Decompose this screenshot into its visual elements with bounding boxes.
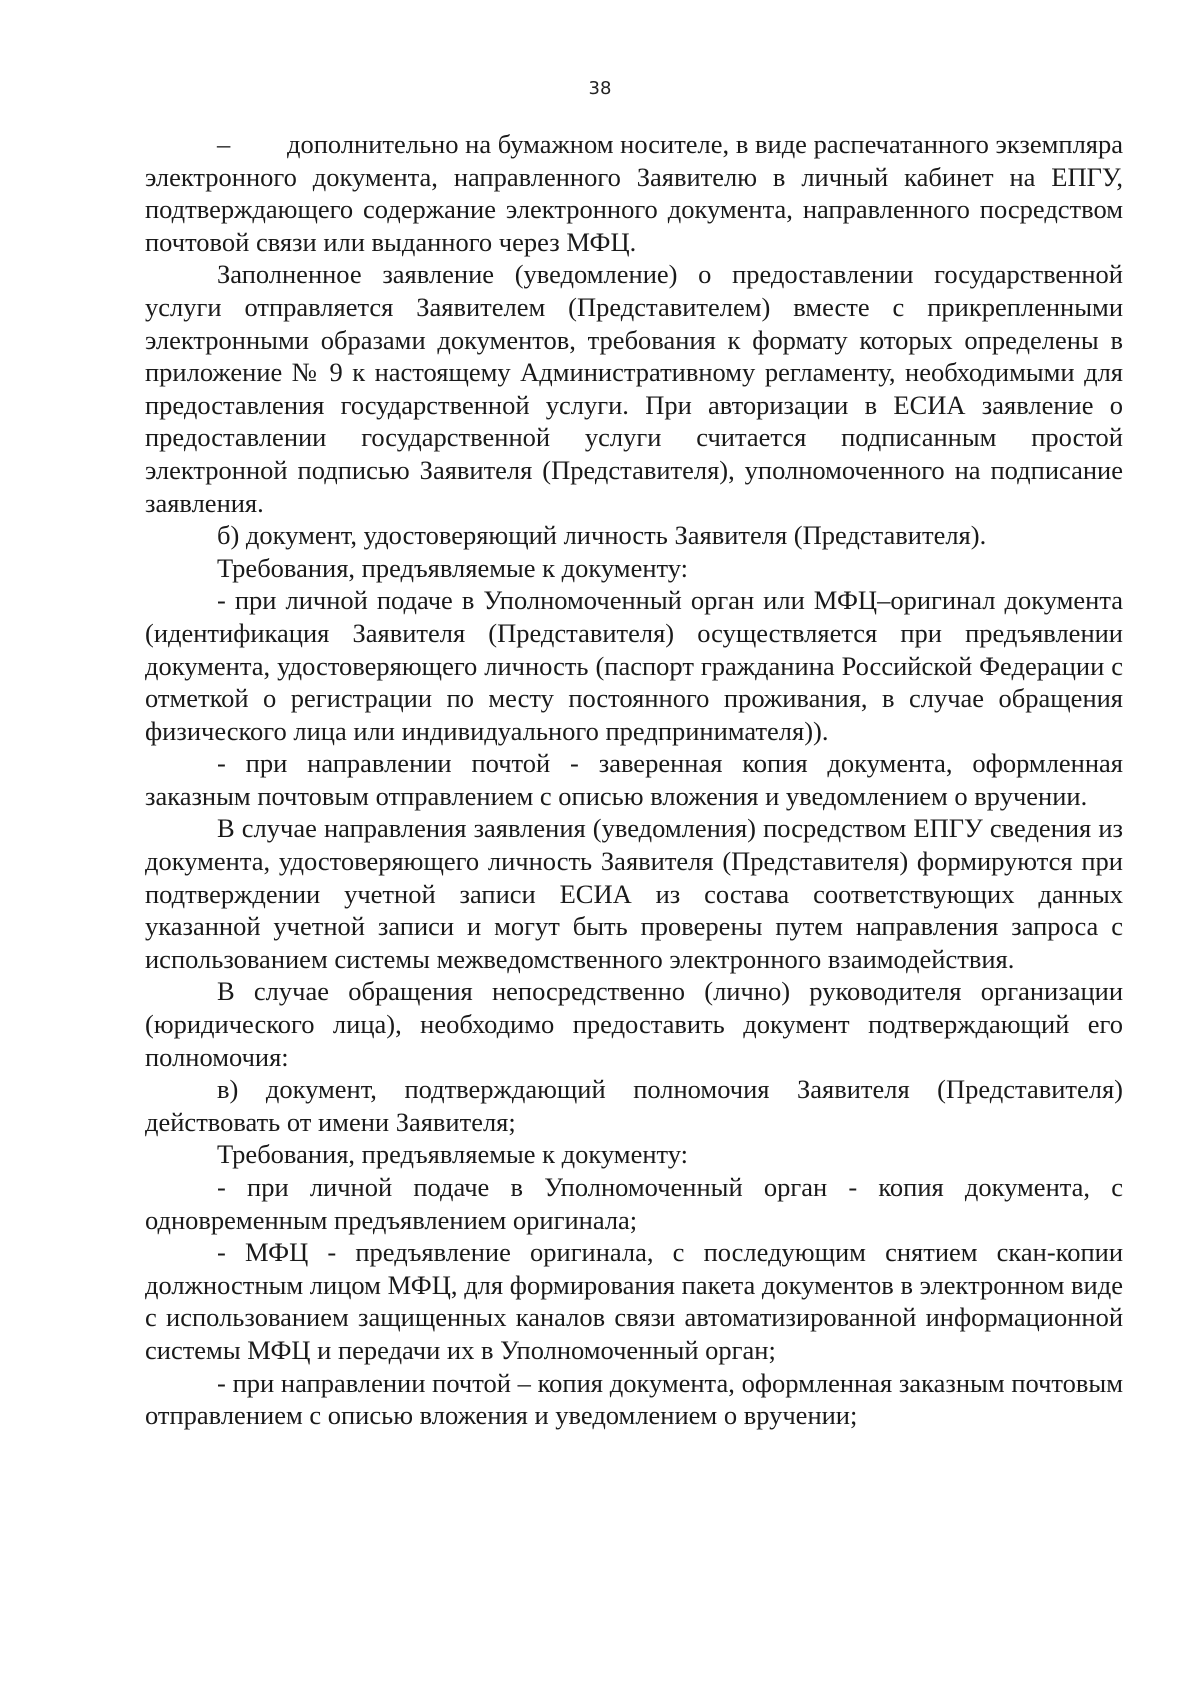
paragraph-epgu-submission: В случае направления заявления (уведомления) посредством ЕПГУ сведения из документа, удостоверяющего личность Заявителя (Представителя) формируются при подтверждении учетной записи ЕСИА из состава соответствующих данных указанной учетной записи и могут быть проверены путем направления запроса с использованием системы межведомственного электронного взаимодействия. — [145, 813, 1123, 974]
paragraph-identity-document: б) документ, удостоверяющий личность Заявителя (Представителя). — [217, 520, 987, 551]
paragraph-requirements-heading: Требования, предъявляемые к документу: — [217, 552, 689, 583]
paragraph-postal-submission: - при направлении почтой - заверенная копия документа, оформленная заказным почтовым отправлением с описью вложения и уведомлением о вручении. — [145, 748, 1123, 811]
paragraph-organization-head: В случае обращения непосредственно (лично) руководителя организации (юридического лица), необходимо предоставить документ подтверждающий его полномочия: — [145, 976, 1123, 1072]
paragraph-personal-copy: - при личной подаче в Уполномоченный орган - копия документа, с одновременным предъявлением оригинала; — [145, 1172, 1123, 1235]
paragraph-postal-copy: - при направлении почтой – копия документа, оформленная заказным почтовым отправлением с описью вложения и уведомлением о вручении; — [145, 1367, 1123, 1431]
paragraph-filled-application: Заполненное заявление (уведомление) о предоставлении государственной услуги отправляется Заявителем (Представителем) вместе с прикрепленными электронными образами документов, требования к формату которых определены в приложение № 9 к настоящему Административному регламенту, необходимыми для предоставления государственной услуги. При авторизации в ЕСИА заявление о предоставлении государственной услуги считается подписанным простой электронной подписью Заявителя (Представителя), уполномоченного на подписание заявления. — [145, 259, 1123, 518]
paragraph-text: дополнительно на бумажном носителе, в виде распечатанного экземпляра электронного документа, направленного Заявителю в личный кабинет на ЕПГУ, подтверждающего содержание электронного документа, направленного посредством почтовой связи или выданного через МФЦ. — [145, 129, 1123, 257]
paragraph-paper-copy — [145, 128, 1123, 258]
paragraph-authority-document: в) документ, подтверждающий полномочия Заявителя (Представителя) действовать от имени Заявителя; — [145, 1074, 1123, 1137]
paragraph-requirements-heading-2: Требования, предъявляемые к документу: — [217, 1139, 689, 1170]
page-number: 38 — [588, 78, 612, 99]
dash-marker: – — [217, 129, 231, 159]
document-body — [145, 128, 1123, 1432]
paragraph-mfc-scan: - МФЦ - предъявление оригинала, с последующим снятием скан-копии должностным лицом МФЦ, для формирования пакета документов в электронном виде с использованием защищенных каналов связи автоматизированной информационной системы МФЦ и передачи их в Уполномоченный орган; — [145, 1237, 1123, 1365]
paragraph-personal-submission: - при личной подаче в Уполномоченный орган или МФЦ–оригинал документа (идентификация Заявителя (Представителя) осуществляется при предъявлении документа, удостоверяющего личность (паспорт гражданина Российской Федерации с отметкой о регистрации по месту постоянного проживания, в случае обращения физического лица или индивидуального предпринимателя)). — [145, 585, 1123, 746]
